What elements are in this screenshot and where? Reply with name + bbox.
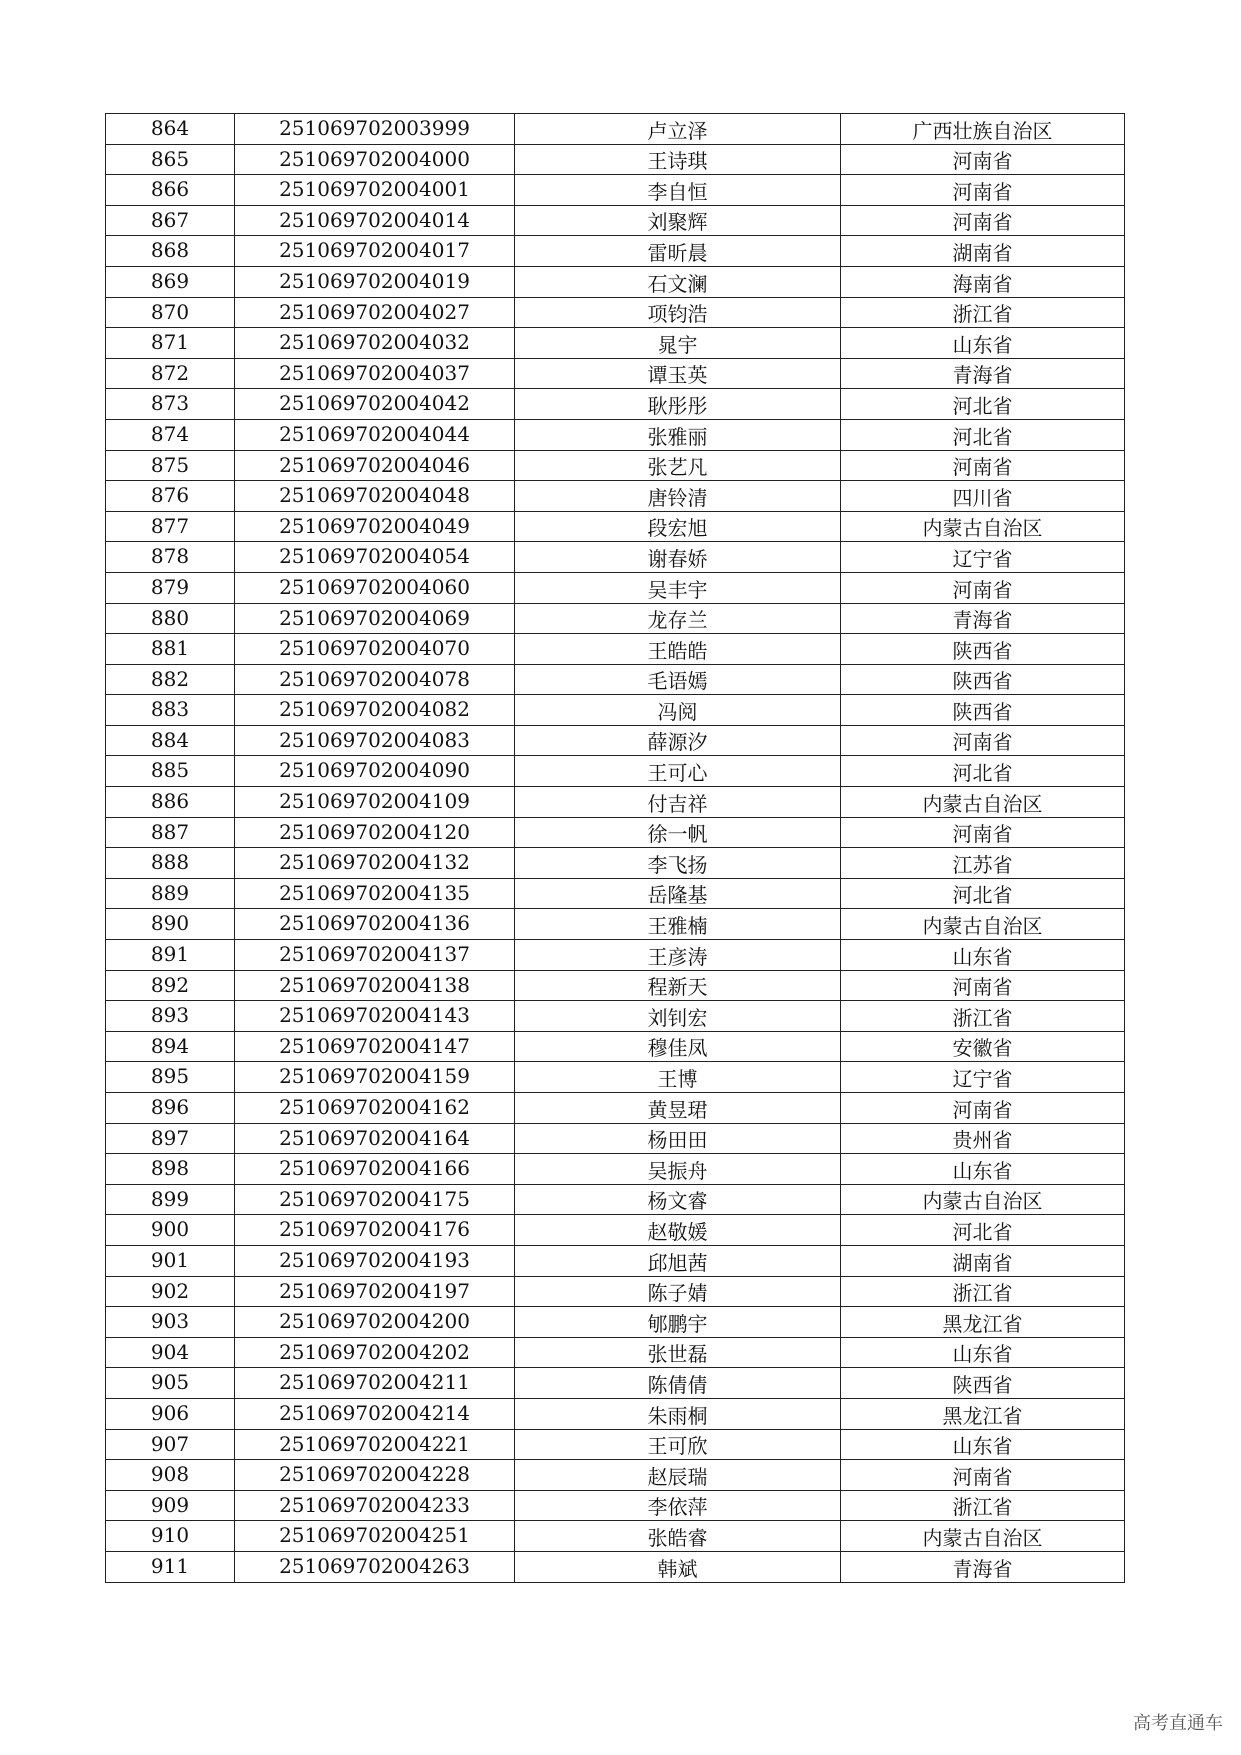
exam-id-cell: 251069702004000: [235, 144, 515, 175]
student-name-cell: 韩斌: [515, 1551, 841, 1582]
student-name-cell: 刘钊宏: [515, 1001, 841, 1032]
row-number-cell: 907: [106, 1429, 235, 1460]
province-cell: 黑龙江省: [841, 1398, 1125, 1429]
student-name-cell: 王雅楠: [515, 909, 841, 940]
exam-id-cell: 251069702004069: [235, 603, 515, 634]
row-number-cell: 866: [106, 175, 235, 206]
student-name-cell: 陈倩倩: [515, 1368, 841, 1399]
student-name-cell: 耿彤彤: [515, 389, 841, 420]
student-name-cell: 谢春娇: [515, 542, 841, 573]
table-row: [106, 481, 1125, 512]
exam-id-cell: 251069702004083: [235, 725, 515, 756]
province-cell: 浙江省: [841, 297, 1125, 328]
exam-id-cell: 251069702004214: [235, 1398, 515, 1429]
student-name-cell: 穆佳凤: [515, 1031, 841, 1062]
row-number-cell: 875: [106, 450, 235, 481]
province-cell: 青海省: [841, 358, 1125, 389]
exam-id-cell: 251069702004109: [235, 787, 515, 818]
roster-table: [105, 113, 1125, 1583]
row-number-cell: 876: [106, 481, 235, 512]
exam-id-cell: 251069702004054: [235, 542, 515, 573]
table-row: [106, 389, 1125, 420]
table-row: [106, 940, 1125, 971]
row-number-cell: 897: [106, 1123, 235, 1154]
table-row: [106, 542, 1125, 573]
student-name-cell: 黄昱珺: [515, 1093, 841, 1124]
province-cell: 内蒙古自治区: [841, 511, 1125, 542]
row-number-cell: 890: [106, 909, 235, 940]
province-cell: 贵州省: [841, 1123, 1125, 1154]
student-name-cell: 薛源汐: [515, 725, 841, 756]
student-name-cell: 吴丰宇: [515, 572, 841, 603]
province-cell: 内蒙古自治区: [841, 909, 1125, 940]
exam-id-cell: 251069702004135: [235, 878, 515, 909]
exam-id-cell: 251069702004137: [235, 940, 515, 971]
student-name-cell: 毛语嫣: [515, 664, 841, 695]
student-name-cell: 晁宇: [515, 328, 841, 359]
table-row: [106, 1184, 1125, 1215]
table-row: [106, 725, 1125, 756]
table-row: [106, 450, 1125, 481]
table-row: [106, 1031, 1125, 1062]
student-name-cell: 卢立泽: [515, 114, 841, 145]
exam-id-cell: 251069702004202: [235, 1337, 515, 1368]
table-row: [106, 144, 1125, 175]
table-row: [106, 572, 1125, 603]
exam-id-cell: 251069702004159: [235, 1062, 515, 1093]
exam-id-cell: 251069702004228: [235, 1460, 515, 1491]
province-cell: 河南省: [841, 970, 1125, 1001]
student-name-cell: 程新天: [515, 970, 841, 1001]
exam-id-cell: 251069702004147: [235, 1031, 515, 1062]
table-row: [106, 664, 1125, 695]
province-cell: 河北省: [841, 419, 1125, 450]
province-cell: 湖南省: [841, 236, 1125, 267]
province-cell: 陕西省: [841, 634, 1125, 665]
exam-id-cell: 251069702004044: [235, 419, 515, 450]
table-row: [106, 1093, 1125, 1124]
row-number-cell: 868: [106, 236, 235, 267]
student-name-cell: 吴振舟: [515, 1154, 841, 1185]
row-number-cell: 873: [106, 389, 235, 420]
table-row: [106, 205, 1125, 236]
student-name-cell: 刘聚辉: [515, 205, 841, 236]
province-cell: 浙江省: [841, 1490, 1125, 1521]
student-name-cell: 项钧浩: [515, 297, 841, 328]
student-name-cell: 张艺凡: [515, 450, 841, 481]
table-row: [106, 1154, 1125, 1185]
row-number-cell: 905: [106, 1368, 235, 1399]
row-number-cell: 869: [106, 266, 235, 297]
exam-id-cell: 251069702004082: [235, 695, 515, 726]
province-cell: 河南省: [841, 175, 1125, 206]
exam-id-cell: 251069702004251: [235, 1521, 515, 1552]
table-row: [106, 297, 1125, 328]
exam-id-cell: 251069702004143: [235, 1001, 515, 1032]
row-number-cell: 895: [106, 1062, 235, 1093]
row-number-cell: 901: [106, 1245, 235, 1276]
student-name-cell: 唐铃清: [515, 481, 841, 512]
province-cell: 河北省: [841, 756, 1125, 787]
exam-id-cell: 251069702004032: [235, 328, 515, 359]
province-cell: 青海省: [841, 603, 1125, 634]
table-row: [106, 909, 1125, 940]
row-number-cell: 909: [106, 1490, 235, 1521]
table-row: [106, 1001, 1125, 1032]
exam-id-cell: 251069702004042: [235, 389, 515, 420]
student-name-cell: 王诗琪: [515, 144, 841, 175]
exam-id-cell: 251069702004048: [235, 481, 515, 512]
student-name-cell: 王可心: [515, 756, 841, 787]
exam-id-cell: 251069702004120: [235, 817, 515, 848]
exam-id-cell: 251069702004197: [235, 1276, 515, 1307]
table-row: [106, 114, 1125, 145]
province-cell: 山东省: [841, 1337, 1125, 1368]
province-cell: 黑龙江省: [841, 1307, 1125, 1338]
exam-id-cell: 251069702004078: [235, 664, 515, 695]
student-name-cell: 杨田田: [515, 1123, 841, 1154]
row-number-cell: 903: [106, 1307, 235, 1338]
row-number-cell: 889: [106, 878, 235, 909]
province-cell: 河南省: [841, 725, 1125, 756]
row-number-cell: 877: [106, 511, 235, 542]
exam-id-cell: 251069702004136: [235, 909, 515, 940]
row-number-cell: 867: [106, 205, 235, 236]
student-name-cell: 付吉祥: [515, 787, 841, 818]
table-row: [106, 1276, 1125, 1307]
student-name-cell: 龙存兰: [515, 603, 841, 634]
province-cell: 陕西省: [841, 695, 1125, 726]
row-number-cell: 894: [106, 1031, 235, 1062]
province-cell: 海南省: [841, 266, 1125, 297]
exam-id-cell: 251069702004193: [235, 1245, 515, 1276]
exam-id-cell: 251069702004166: [235, 1154, 515, 1185]
exam-id-cell: 251069702004200: [235, 1307, 515, 1338]
exam-id-cell: 251069702004019: [235, 266, 515, 297]
student-name-cell: 张世磊: [515, 1337, 841, 1368]
exam-id-cell: 251069702004211: [235, 1368, 515, 1399]
student-name-cell: 杨文睿: [515, 1184, 841, 1215]
province-cell: 辽宁省: [841, 542, 1125, 573]
province-cell: 河南省: [841, 572, 1125, 603]
exam-id-cell: 251069702004060: [235, 572, 515, 603]
student-name-cell: 李飞扬: [515, 848, 841, 879]
student-name-cell: 段宏旭: [515, 511, 841, 542]
province-cell: 河南省: [841, 1460, 1125, 1491]
row-number-cell: 864: [106, 114, 235, 145]
row-number-cell: 881: [106, 634, 235, 665]
row-number-cell: 899: [106, 1184, 235, 1215]
table-row: [106, 878, 1125, 909]
row-number-cell: 906: [106, 1398, 235, 1429]
row-number-cell: 885: [106, 756, 235, 787]
table-row: [106, 511, 1125, 542]
student-name-cell: 陈子婧: [515, 1276, 841, 1307]
student-name-cell: 谭玉英: [515, 358, 841, 389]
province-cell: 陕西省: [841, 664, 1125, 695]
exam-id-cell: 251069702004263: [235, 1551, 515, 1582]
province-cell: 陕西省: [841, 1368, 1125, 1399]
exam-id-cell: 251069702004176: [235, 1215, 515, 1246]
table-row: [106, 1245, 1125, 1276]
exam-id-cell: 251069702004132: [235, 848, 515, 879]
province-cell: 河北省: [841, 878, 1125, 909]
row-number-cell: 904: [106, 1337, 235, 1368]
table-row: [106, 266, 1125, 297]
province-cell: 湖南省: [841, 1245, 1125, 1276]
row-number-cell: 872: [106, 358, 235, 389]
row-number-cell: 887: [106, 817, 235, 848]
table-row: [106, 1551, 1125, 1582]
table-row: [106, 1460, 1125, 1491]
row-number-cell: 898: [106, 1154, 235, 1185]
roster-body: [106, 114, 1125, 1583]
student-name-cell: 张皓睿: [515, 1521, 841, 1552]
row-number-cell: 900: [106, 1215, 235, 1246]
student-name-cell: 王可欣: [515, 1429, 841, 1460]
row-number-cell: 896: [106, 1093, 235, 1124]
student-name-cell: 赵辰瑞: [515, 1460, 841, 1491]
province-cell: 广西壮族自治区: [841, 114, 1125, 145]
table-row: [106, 1062, 1125, 1093]
row-number-cell: 879: [106, 572, 235, 603]
row-number-cell: 884: [106, 725, 235, 756]
student-name-cell: 石文澜: [515, 266, 841, 297]
province-cell: 浙江省: [841, 1276, 1125, 1307]
province-cell: 辽宁省: [841, 1062, 1125, 1093]
exam-id-cell: 251069702004017: [235, 236, 515, 267]
province-cell: 河南省: [841, 144, 1125, 175]
student-name-cell: 王皓皓: [515, 634, 841, 665]
table-row: [106, 236, 1125, 267]
student-name-cell: 郇鹏宇: [515, 1307, 841, 1338]
province-cell: 内蒙古自治区: [841, 787, 1125, 818]
student-name-cell: 徐一帆: [515, 817, 841, 848]
exam-id-cell: 251069702004049: [235, 511, 515, 542]
table-row: [106, 603, 1125, 634]
student-name-cell: 赵敬媛: [515, 1215, 841, 1246]
row-number-cell: 883: [106, 695, 235, 726]
province-cell: 河南省: [841, 817, 1125, 848]
table-row: [106, 1490, 1125, 1521]
table-row: [106, 419, 1125, 450]
student-name-cell: 王彦涛: [515, 940, 841, 971]
table-row: [106, 1337, 1125, 1368]
exam-id-cell: 251069702004221: [235, 1429, 515, 1460]
table-row: [106, 328, 1125, 359]
student-name-cell: 朱雨桐: [515, 1398, 841, 1429]
table-row: [106, 970, 1125, 1001]
table-row: [106, 817, 1125, 848]
table-row: [106, 358, 1125, 389]
exam-id-cell: 251069702003999: [235, 114, 515, 145]
student-name-cell: 岳隆基: [515, 878, 841, 909]
province-cell: 江苏省: [841, 848, 1125, 879]
table-row: [106, 756, 1125, 787]
row-number-cell: 874: [106, 419, 235, 450]
province-cell: 山东省: [841, 1154, 1125, 1185]
table-row: [106, 695, 1125, 726]
row-number-cell: 871: [106, 328, 235, 359]
table-row: [106, 848, 1125, 879]
province-cell: 河北省: [841, 389, 1125, 420]
exam-id-cell: 251069702004037: [235, 358, 515, 389]
student-name-cell: 李自恒: [515, 175, 841, 206]
student-name-cell: 李依萍: [515, 1490, 841, 1521]
student-name-cell: 邱旭茜: [515, 1245, 841, 1276]
row-number-cell: 911: [106, 1551, 235, 1582]
province-cell: 河南省: [841, 1093, 1125, 1124]
row-number-cell: 865: [106, 144, 235, 175]
row-number-cell: 888: [106, 848, 235, 879]
exam-id-cell: 251069702004233: [235, 1490, 515, 1521]
province-cell: 山东省: [841, 940, 1125, 971]
province-cell: 内蒙古自治区: [841, 1184, 1125, 1215]
exam-id-cell: 251069702004175: [235, 1184, 515, 1215]
province-cell: 河南省: [841, 205, 1125, 236]
table-row: [106, 1521, 1125, 1552]
table-row: [106, 175, 1125, 206]
province-cell: 山东省: [841, 1429, 1125, 1460]
exam-id-cell: 251069702004090: [235, 756, 515, 787]
province-cell: 山东省: [841, 328, 1125, 359]
student-name-cell: 雷昕晨: [515, 236, 841, 267]
exam-id-cell: 251069702004014: [235, 205, 515, 236]
province-cell: 河南省: [841, 450, 1125, 481]
row-number-cell: 880: [106, 603, 235, 634]
table-row: [106, 1368, 1125, 1399]
exam-id-cell: 251069702004046: [235, 450, 515, 481]
student-name-cell: 张雅丽: [515, 419, 841, 450]
watermark: 高考直通车: [1133, 1713, 1223, 1734]
province-cell: 安徽省: [841, 1031, 1125, 1062]
province-cell: 青海省: [841, 1551, 1125, 1582]
table-row: [106, 1429, 1125, 1460]
table-row: [106, 787, 1125, 818]
table-row: [106, 1307, 1125, 1338]
exam-id-cell: 251069702004138: [235, 970, 515, 1001]
student-name-cell: 冯阅: [515, 695, 841, 726]
student-name-cell: 王博: [515, 1062, 841, 1093]
exam-id-cell: 251069702004001: [235, 175, 515, 206]
row-number-cell: 893: [106, 1001, 235, 1032]
table-row: [106, 1215, 1125, 1246]
row-number-cell: 892: [106, 970, 235, 1001]
row-number-cell: 878: [106, 542, 235, 573]
row-number-cell: 882: [106, 664, 235, 695]
row-number-cell: 886: [106, 787, 235, 818]
province-cell: 内蒙古自治区: [841, 1521, 1125, 1552]
table-row: [106, 1398, 1125, 1429]
province-cell: 四川省: [841, 481, 1125, 512]
row-number-cell: 910: [106, 1521, 235, 1552]
table-row: [106, 1123, 1125, 1154]
exam-id-cell: 251069702004164: [235, 1123, 515, 1154]
row-number-cell: 891: [106, 940, 235, 971]
table-row: [106, 634, 1125, 665]
province-cell: 河北省: [841, 1215, 1125, 1246]
row-number-cell: 902: [106, 1276, 235, 1307]
exam-id-cell: 251069702004162: [235, 1093, 515, 1124]
province-cell: 浙江省: [841, 1001, 1125, 1032]
row-number-cell: 870: [106, 297, 235, 328]
exam-id-cell: 251069702004027: [235, 297, 515, 328]
row-number-cell: 908: [106, 1460, 235, 1491]
exam-id-cell: 251069702004070: [235, 634, 515, 665]
